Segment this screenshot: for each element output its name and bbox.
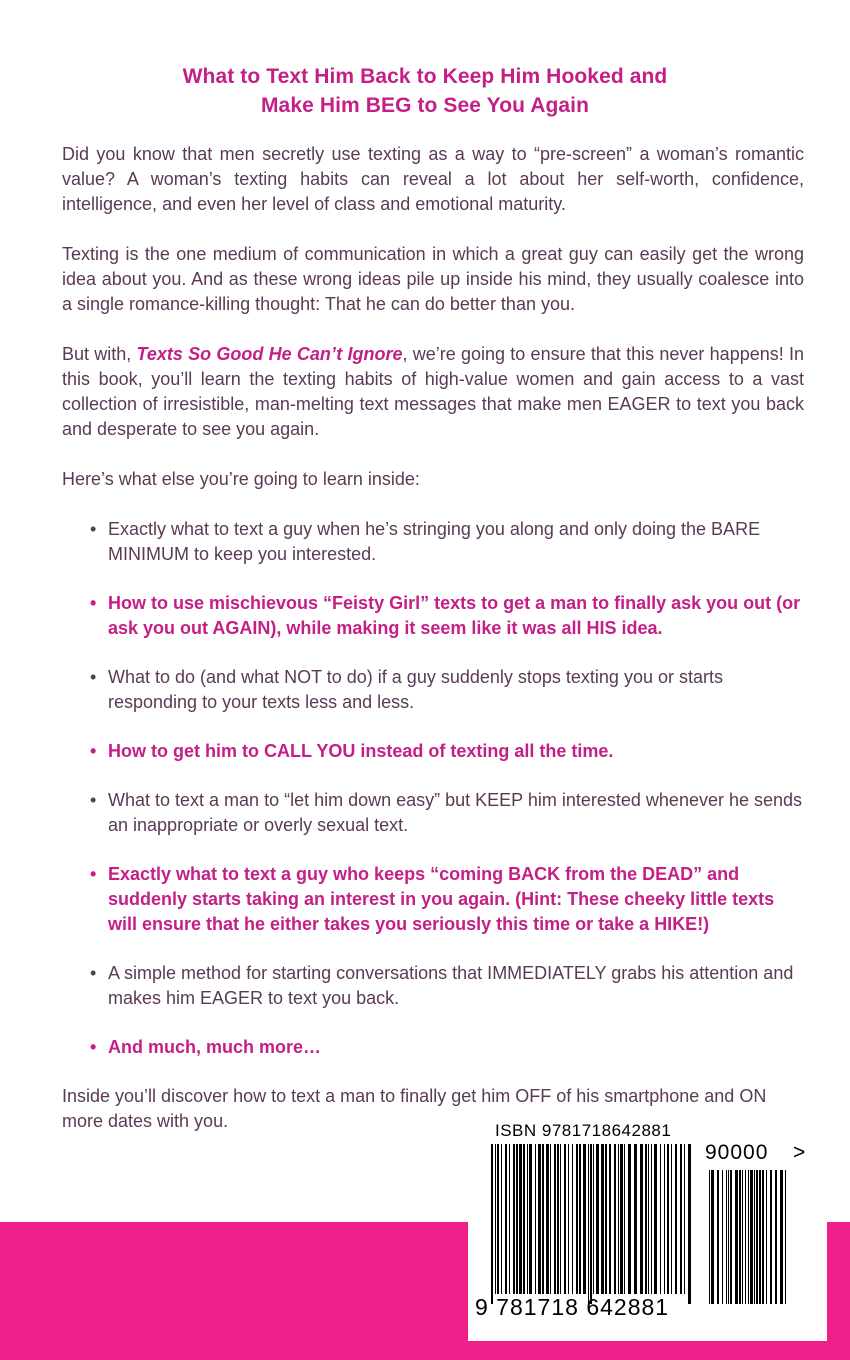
- barcode-bar: [497, 1144, 499, 1294]
- barcode-bar: [660, 1144, 661, 1294]
- addon-bar: [709, 1170, 710, 1304]
- addon-bar: [742, 1170, 743, 1304]
- addon-bar: [739, 1170, 741, 1304]
- bullet-icon: •: [90, 519, 97, 539]
- barcode-bar: [560, 1144, 561, 1294]
- feature-list-item: [62, 862, 804, 937]
- addon-bar: [770, 1170, 772, 1304]
- barcode-bar: [605, 1144, 607, 1294]
- paragraph-problem: Texting is the one medium of communication in which a great guy can easily get the wrong idea about you. And as these wrong ideas pile up inside his mind, they usually coalesce into a single romance-killing thought: That he can do better than you.: [62, 244, 804, 314]
- bullet-icon: •: [90, 790, 97, 810]
- barcode-bar: [523, 1144, 525, 1294]
- addon-bar: [785, 1170, 786, 1304]
- promise-rest: , we’re going to ensure that this never happens! In this book, you’ll learn the texting habits of high-value women and gain access to a vast collection of irresistible, man-melting text messages that make men EAGER to text you back and desperate to see you again.: [62, 344, 804, 439]
- barcode-bar: [664, 1144, 665, 1294]
- feature-list-item-text: And much, much more…: [108, 1037, 322, 1057]
- bullet-icon: •: [90, 864, 97, 884]
- addon-bar: [728, 1170, 729, 1304]
- addon-bar: [750, 1170, 753, 1304]
- addon-bar: [711, 1170, 714, 1304]
- addon-bar: [756, 1170, 758, 1304]
- barcode-bar: [596, 1144, 599, 1294]
- bullet-icon: •: [90, 1037, 97, 1057]
- barcode-bar: [654, 1144, 657, 1294]
- addon-bar: [780, 1170, 783, 1304]
- book-title-highlight: Texts So Good He Can’t Ignore: [136, 344, 403, 364]
- feature-list-item: [62, 591, 804, 641]
- isbn-barcode-box: [468, 1113, 827, 1341]
- price-code: 90000: [705, 1141, 769, 1164]
- paragraph-promise: [62, 342, 804, 442]
- addon-bar: [775, 1170, 777, 1304]
- barcode-bar: [645, 1144, 647, 1294]
- barcode-bar: [671, 1144, 672, 1294]
- barcode-bar: [651, 1144, 652, 1294]
- addon-bar: [726, 1170, 727, 1304]
- barcode-bar: [684, 1144, 685, 1294]
- barcode-bar: [576, 1144, 578, 1294]
- barcode-bar: [572, 1144, 573, 1294]
- addon-bar: [754, 1170, 755, 1304]
- bullet-icon: •: [90, 667, 97, 687]
- barcode-bar: [634, 1144, 637, 1294]
- barcode-bar: [593, 1144, 594, 1294]
- isbn-label: ISBN 9781718642881: [495, 1121, 672, 1140]
- barcode-bar: [680, 1144, 682, 1294]
- feature-list-item-text: How to use mischievous “Feisty Girl” texts to get a man to finally ask you out (or ask you out AGAIN), while making it seem like it was all HIS idea.: [108, 593, 801, 638]
- barcode-bar: [550, 1144, 551, 1294]
- paragraph-closing: Inside you’ll discover how to text a man to finally get him OFF of his smartphone and ON more dates with you.: [62, 1086, 767, 1131]
- price-arrow: >: [793, 1141, 806, 1164]
- barcode-bar: [505, 1144, 507, 1294]
- ean-digits: 9 781718 642881: [475, 1294, 670, 1320]
- feature-list-item-text: What to do (and what NOT to do) if a guy suddenly stops texting you or starts responding to your texts less and less.: [108, 667, 723, 712]
- addon-bar: [762, 1170, 764, 1304]
- feature-list-item-text: Exactly what to text a guy when he’s stringing you along and only doing the BARE MINIMUM to keep you interested.: [108, 519, 761, 564]
- barcode-bar: [624, 1144, 625, 1294]
- barcode-bar: [491, 1144, 493, 1304]
- addon-bar: [735, 1170, 738, 1304]
- cover-headline: [0, 62, 850, 120]
- barcode-bar: [509, 1144, 510, 1294]
- feature-list-item-text: Exactly what to text a guy who keeps “coming BACK from the DEAD” and suddenly starts taking an interest in you again. (Hint: These cheeky little texts will ensure that he either takes you seriously this time or take a HIKE!): [108, 864, 775, 934]
- barcode-bar: [601, 1144, 604, 1294]
- barcode-bar: [628, 1144, 631, 1294]
- barcode-bar: [564, 1144, 566, 1294]
- addon-bar: [717, 1170, 719, 1304]
- barcode-bar: [648, 1144, 649, 1294]
- feature-list-item: [62, 739, 804, 764]
- barcode-bar: [513, 1144, 515, 1294]
- barcode-bar: [583, 1144, 586, 1294]
- barcode-bar: [554, 1144, 556, 1294]
- barcode-bar: [557, 1144, 559, 1294]
- barcode-bar: [501, 1144, 502, 1294]
- bullet-icon: •: [90, 593, 97, 613]
- addon-bar: [766, 1170, 767, 1304]
- barcode-bar: [529, 1144, 532, 1294]
- barcode-bar: [516, 1144, 518, 1294]
- paragraph-list-intro: Here’s what else you’re going to learn inside:: [62, 469, 420, 489]
- barcode-bar: [640, 1144, 643, 1294]
- feature-list-item: [62, 665, 804, 715]
- addon-bar: [748, 1170, 749, 1304]
- bullet-icon: •: [90, 963, 97, 983]
- barcode-bar: [590, 1144, 592, 1304]
- bullet-icon: •: [90, 741, 97, 761]
- feature-list-item: [62, 961, 804, 1011]
- feature-list-item: [62, 517, 804, 567]
- barcode-bar: [618, 1144, 619, 1294]
- barcode-bar: [667, 1144, 669, 1294]
- addon-bar: [745, 1170, 746, 1304]
- barcode-bar: [620, 1144, 623, 1294]
- barcode-bar: [495, 1144, 496, 1294]
- feature-list: [62, 517, 804, 1060]
- feature-list-item: [62, 788, 804, 838]
- feature-list-item: [62, 1035, 804, 1060]
- barcode-bar: [527, 1144, 528, 1294]
- feature-list-item-text: A simple method for starting conversations that IMMEDIATELY grabs his attention and makes him EAGER to text you back.: [108, 963, 794, 1008]
- barcode-bar: [609, 1144, 611, 1294]
- feature-list-item-text: How to get him to CALL YOU instead of texting all the time.: [108, 741, 614, 761]
- blurb-body: [62, 142, 804, 1159]
- barcode-bar: [568, 1144, 569, 1294]
- headline-line-2: Make Him BEG to See You Again: [260, 94, 590, 117]
- barcode-bar: [614, 1144, 616, 1294]
- addon-bar: [730, 1170, 732, 1304]
- feature-list-item-text: What to text a man to “let him down easy” but KEEP him interested whenever he sends an inappropriate or overly sexual text.: [108, 790, 803, 835]
- addon-bar: [759, 1170, 761, 1304]
- paragraph-intro: Did you know that men secretly use texting as a way to “pre-screen” a woman’s romantic value? A woman’s texting habits can reveal a lot about her self-worth, confidence, intelligence, and even her level of class and emotional maturity.: [62, 144, 804, 214]
- barcode-bar: [538, 1144, 541, 1294]
- addon-bar: [722, 1170, 723, 1304]
- barcode-bar: [588, 1144, 589, 1304]
- barcode-bar: [579, 1144, 581, 1294]
- headline-line-1: What to Text Him Back to Keep Him Hooked and: [182, 65, 668, 88]
- promise-lead: But with,: [62, 344, 137, 364]
- barcode-bar: [519, 1144, 522, 1294]
- barcode-bar: [542, 1144, 544, 1294]
- barcode-bar: [675, 1144, 677, 1294]
- barcode-bar: [688, 1144, 691, 1304]
- barcode-bar: [546, 1144, 549, 1294]
- barcode-bar: [535, 1144, 536, 1294]
